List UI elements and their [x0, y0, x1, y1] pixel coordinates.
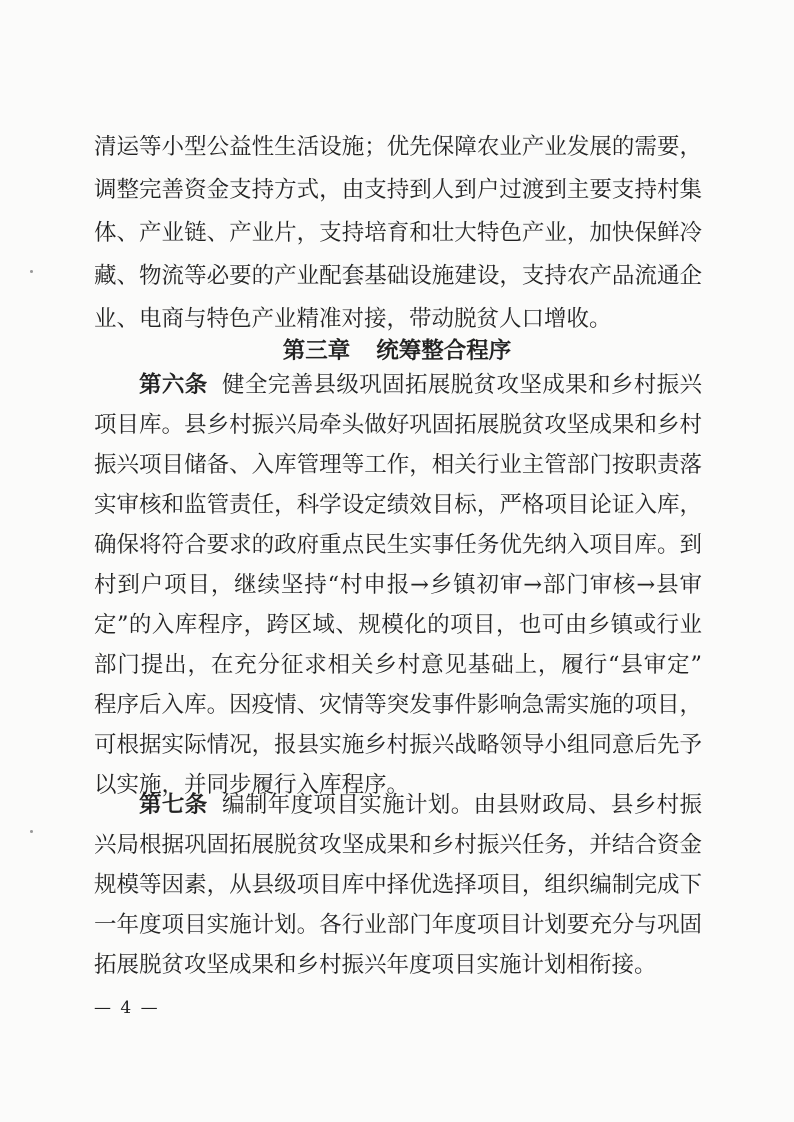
- scan-speck: [30, 270, 33, 273]
- body-line: 项目库。县乡村振兴局牵头做好巩固拓展脱贫攻坚成果和乡村: [94, 412, 702, 438]
- page-number: — 4 —: [94, 998, 160, 1018]
- article-7-label: 第七条: [139, 792, 208, 818]
- body-line: 实审核和监管责任，科学设定绩效目标，严格项目论证入库，: [94, 492, 702, 518]
- chapter-heading: [0, 336, 794, 366]
- body-line: 村到户项目，继续坚持“村申报→乡镇初审→部门审核→县审: [94, 572, 702, 598]
- body-line: 藏、物流等必要的产业配套基础设施建设，支持农产品流通企: [94, 263, 702, 289]
- article-7-text: 编制年度项目实施计划。由县财政局、县乡村振: [221, 792, 702, 818]
- body-line: 清运等小型公益性生活设施；优先保障农业产业发展的需要，: [94, 134, 702, 160]
- body-line: 拓展脱贫攻坚成果和乡村振兴年度项目实施计划相衔接。: [94, 952, 657, 978]
- body-line: 振兴项目储备、入库管理等工作，相关行业主管部门按职责落: [94, 452, 702, 478]
- article-7-first-line: [139, 790, 702, 820]
- body-line: 调整完善资金支持方式，由支持到人到户过渡到主要支持村集: [94, 177, 702, 203]
- body-line: 确保将符合要求的政府重点民生实事任务优先纳入项目库。到: [94, 532, 702, 558]
- scan-speck: [30, 830, 33, 833]
- body-line: 程序后入库。因疫情、灾情等突发事件影响急需实施的项目，: [94, 692, 702, 718]
- article-6-first-line: [139, 370, 702, 400]
- body-line: 业、电商与特色产业精准对接，带动脱贫人口增收。: [94, 306, 612, 332]
- article-6-text: 健全完善县级巩固拓展脱贫攻坚成果和乡村振兴: [221, 372, 702, 398]
- chapter-number: 第三章: [282, 338, 351, 364]
- body-line: 规模等因素，从县级项目库中择优选择项目，组织编制完成下: [94, 872, 702, 898]
- body-line: 一年度项目实施计划。各行业部门年度项目计划要充分与巩固: [94, 912, 702, 938]
- body-line: 可根据实际情况，报县实施乡村振兴战略领导小组同意后先予: [94, 732, 702, 758]
- article-6-label: 第六条: [139, 372, 208, 398]
- body-line: 以实施，并同步履行入库程序。: [94, 772, 410, 798]
- body-line: 定”的入库程序，跨区域、规模化的项目，也可由乡镇或行业: [94, 612, 702, 638]
- body-line: 体、产业链、产业片，支持培育和壮大特色产业，加快保鲜冷: [94, 220, 702, 246]
- chapter-title: 统筹整合程序: [376, 338, 512, 364]
- body-line: 部门提出，在充分征求相关乡村意见基础上，履行“县审定”: [94, 652, 702, 678]
- body-line: 兴局根据巩固拓展脱贫攻坚成果和乡村振兴任务，并结合资金: [94, 832, 702, 858]
